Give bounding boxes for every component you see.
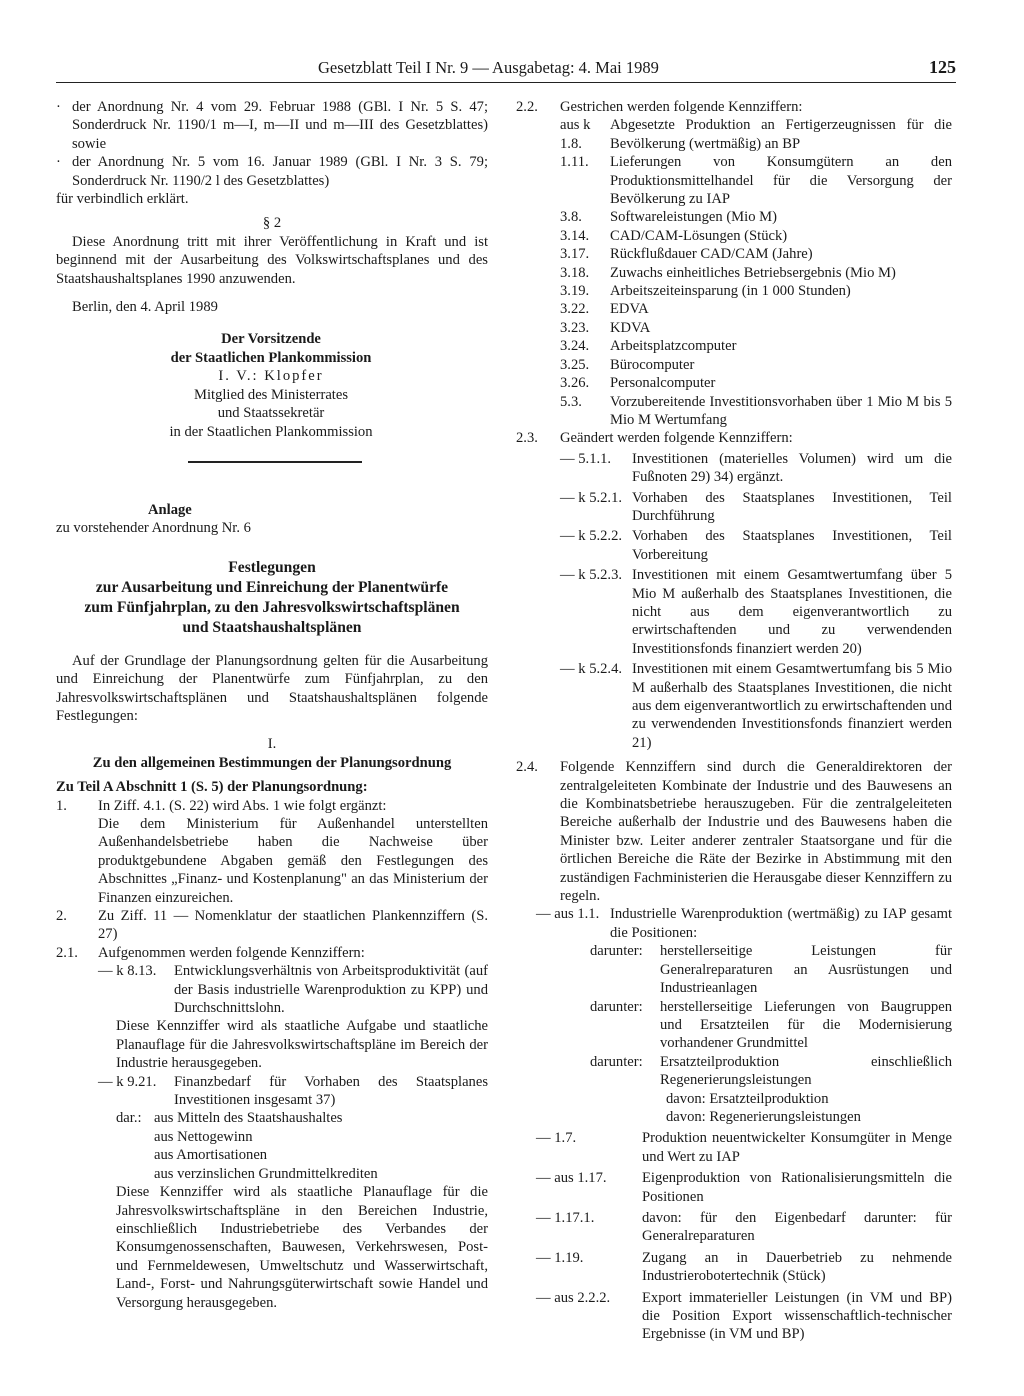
- kennziffer-item: — k 9.21. Finanzbedarf für Vorhaben des Staatsplanes Investitionen insgesamt 37): [98, 1073, 488, 1109]
- list-item: [560, 393, 952, 430]
- kennziffer-item: — aus 1.1. Industrielle Warenproduktion (wertmäßig) zu IAP gesamt die Positionen:: [536, 906, 952, 941]
- list-item: [560, 282, 952, 300]
- item-number: 3.19.: [560, 283, 590, 300]
- item-number: 3.24.: [560, 338, 590, 355]
- right-column: [516, 98, 952, 1344]
- item-text: Rückflußdauer CAD/CAM (Jahre): [610, 246, 813, 263]
- item-text: CAD/CAM-Lösungen (Stück): [610, 227, 788, 244]
- list-item: [560, 337, 952, 355]
- list-item: [560, 245, 952, 263]
- list-item: [560, 660, 952, 752]
- item-number: 3.18.: [560, 264, 590, 281]
- item-number: — k 5.2.4.: [560, 661, 623, 678]
- intro-paragraph: Auf der Grundlage der Planungsordnung gelten für die Ausarbeitung und Einreichung der Planentwürfe zum Fünfjahrplan, zu den Jahresvolkswirtschaftsplänen und Staatshaushaltsplänen folgende Festlegungen:: [56, 652, 488, 724]
- item-text: Investitionen (materielles Volumen) wird um die Fußnoten 29) 34) ergänzt.: [632, 450, 952, 486]
- list-item: [536, 1289, 952, 1344]
- item-text: Eigenproduktion von Rationalisierungsmitteln die Positionen: [642, 1170, 952, 1205]
- item-text: KDVA: [610, 319, 651, 336]
- item-number: 1.11.: [560, 154, 589, 171]
- item-text: Vorhaben des Staatsplanes Investitionen, Teil Vorbereitung: [632, 528, 952, 563]
- item-number: 3.25.: [560, 356, 590, 373]
- item-text: Produktion neuentwickelter Konsumgüter in Menge und Wert zu IAP: [642, 1130, 952, 1165]
- numbered-item: 2.4. Folgende Kennziffern sind durch die Generaldirektoren der zentralgeleiteten Kombinate der Industrie und des Bauwesens an die Kombinatsbetriebe herauszugeben. Für die zentralgeleiteten Bereiche außerhalb der Industrie und des Bauwesens haben die Minister bzw. Leiter anderer zentraler Staatsorgane und für die örtlichen Bereiche die Räte der Bezirke in Abstimmung mit den zuständigen Fachministerien die Herausgabe dieser Kennziffern zu regeln.: [516, 759, 952, 905]
- paragraph: Die dem Ministerium für Außenhandel unterstellten Außenhandelsbetriebe haben die Nachweise über produktgebundene Abgaben gemäß den Festlegungen des Abschnittes „Finanz- und Kostenplanung" an das Ministerium der Finanzen einzureichen.: [98, 815, 488, 906]
- left-column: [56, 98, 488, 1312]
- item-number: 3.8.: [560, 209, 582, 226]
- item-number: — k 5.2.3.: [560, 567, 623, 584]
- anlage-subtitle: zu vorstehender Anordnung Nr. 6: [56, 520, 251, 537]
- darunter-item: darunter: Ersatzteilproduktion einschließlich Regenerierungsleistungen: [590, 1053, 952, 1089]
- darunter-item: darunter: herstellerseitige Leistungen für Generalreparaturen an Ausrüstungen und Industrieanlagen: [590, 943, 952, 997]
- item-number: — k 5.2.2.: [560, 528, 623, 545]
- item-number: 5.3.: [560, 393, 582, 410]
- list-item: [560, 450, 952, 487]
- section-title: Zu den allgemeinen Bestimmungen der Planungsordnung: [92, 754, 452, 771]
- header-title: Gesetzblatt Teil I Nr. 9 — Ausgabetag: 4. Mai 1989: [318, 58, 659, 77]
- list-item: [536, 1249, 952, 1286]
- item-text: Vorzubereitende Investitionsvorhaben über 1 Mio M bis 5 Mio M Wertumfang: [610, 393, 952, 428]
- numbered-item: 2.3. Geändert werden folgende Kennziffern:: [516, 430, 793, 447]
- item-text: davon: für den Eigenbedarf darunter: für Generalreparaturen: [642, 1209, 952, 1245]
- numbered-item: 2.2. Gestrichen werden folgende Kennziffern:: [516, 99, 803, 115]
- item-number: 3.22.: [560, 301, 590, 318]
- item-text: Softwareleistungen (Mio M): [610, 209, 777, 226]
- numbered-item: 2.1. Aufgenommen werden folgende Kennziffern:: [56, 944, 365, 961]
- item-text: Vorhaben des Staatsplanes Investitionen, Teil Durchführung: [632, 489, 952, 524]
- list-item: [560, 300, 952, 318]
- paragraph: Diese Kennziffer wird als staatliche Aufgabe und staatliche Planauflage für die Jahresvolkswirtschaftspläne im Bereich der Industrie herausgegeben.: [116, 1018, 488, 1072]
- list-item: [560, 566, 952, 658]
- list-item: [560, 153, 952, 208]
- item-text: Bürocomputer: [610, 356, 695, 373]
- list-item: [560, 208, 952, 226]
- item-text: Investitionen mit einem Gesamtwertumfang bis 5 Mio M außerhalb des Staatsplanes Investitionen, die nicht aus dem eigenverantwortlich zu erwirtschaftenden und zu verwendenden Investitionsfonds finanziert werden 21): [632, 661, 952, 751]
- item-text: Lieferungen von Konsumgütern an den Produktionsmittelhandel für die Versorgung der Bevölkerung zu IAP: [610, 154, 952, 208]
- item-text: Zugang an in Dauerbetrieb zu nehmende Industrierobotertechnik (Stück): [642, 1249, 952, 1285]
- list-item: [536, 1169, 952, 1206]
- paragraph: Diese Anordnung tritt mit ihrer Veröffentlichung in Kraft und ist beginnend mit der Ausarbeitung des Volkswirtschaftsplanes und des Staatshaushaltsplanes 1990 anzuwenden.: [56, 233, 488, 287]
- item-text: Arbeitsplatzcomputer: [610, 338, 737, 355]
- item-number: 3.26.: [560, 375, 590, 392]
- kennziffer-item: aus k 1.8. Abgesetzte Produktion an Fertigerzeugnissen für die Bevölkerung (wertmäßig) an BP: [560, 117, 952, 152]
- signature-block: Der Vorsitzende der Staatlichen Plankommission I. V.: Klopfer Mitglied des Ministerrates und Staatssekretär in der Staatlichen Plankommission: [169, 331, 373, 440]
- place-date: Berlin, den 4. April 1989: [72, 299, 218, 316]
- paragraph: Diese Kennziffer wird als staatliche Planauflage für die Jahresvolkswirtschaftspläne in den Bereichen Industrie, einschließlich Industriebetriebe des Verbandes der Konsumgenossenschaften, Bauwesen, Verkehrswesen, Post- und Fernmeldewesen, Umweltschutz und Wasserwirtschaft, Land-, Forst- und Nahrungsgüterwirtschaft sowie Handel und Versorgung herausgegeben.: [116, 1184, 488, 1311]
- item-number: 3.23.: [560, 319, 590, 336]
- item-number: — aus 1.17.: [536, 1170, 607, 1187]
- item-text: Zuwachs einheitliches Betriebsergebnis (Mio M): [610, 264, 896, 281]
- item-number: 3.14.: [560, 227, 590, 244]
- breakdown: dar.: aus Mitteln des Staatshaushaltes aus Nettogewinn aus Amortisationen aus verzinslichen Grundmittelkrediten: [116, 1110, 378, 1182]
- item-text: Arbeitszeiteinsparung (in 1 000 Stunden): [610, 283, 851, 300]
- list-item: [560, 356, 952, 374]
- list-item: [536, 1209, 952, 1246]
- item-text: Personalcomputer: [610, 375, 716, 392]
- list-item: [560, 227, 952, 245]
- kennziffer-list: [516, 1129, 952, 1343]
- kennziffer-item: — k 8.13. Entwicklungsverhältnis von Arbeitsproduktivität (auf der Basis industrielle Warenproduktion zu KPP) und Durchschnittslohn.: [98, 963, 488, 1017]
- item-text: Export immaterieller Leistungen (in VM und BP) die Position Export wissenschaftlich-technischer Ergebnisse (in VM und BP): [642, 1289, 952, 1343]
- list-item: · der Anordnung Nr. 4 vom 29. Februar 1988 (GBl. I Nr. 5 S. 47; Sonderdruck Nr. 1190/1 m—I, m—II und m—III des Gesetzblattes) sowie: [56, 99, 488, 152]
- roman-numeral: I.: [267, 736, 277, 753]
- list-item: · der Anordnung Nr. 5 vom 16. Januar 1989 (GBl. I Nr. 3 S. 79; Sonderdruck Nr. 1190/2 l des Gesetzblattes): [56, 154, 488, 189]
- item-number: — 1.19.: [536, 1249, 584, 1266]
- subsection-title: Zu Teil A Abschnitt 1 (S. 5) der Planungsordnung:: [56, 779, 368, 796]
- item-number: — 5.1.1.: [560, 450, 612, 467]
- anlage-title: Anlage: [148, 501, 192, 518]
- list-item: [536, 1129, 952, 1166]
- list-item: [560, 319, 952, 337]
- changed-list: [516, 450, 952, 753]
- darunter-item: darunter: herstellerseitige Lieferungen von Baugruppen und Ersatzteilen für die Modernisierung vorhandener Grundmittel: [590, 998, 952, 1052]
- item-text: EDVA: [610, 301, 649, 318]
- main-title: Festlegungen zur Ausarbeitung und Einreichung der Planentwürfe zum Fünfjahrplan, zu den Jahresvolkswirtschaftsplänen und Staatshaushaltsplänen: [84, 558, 460, 636]
- list-item: [560, 527, 952, 564]
- page-number: 125: [929, 57, 956, 77]
- numbered-item: 2. Zu Ziff. 11 — Nomenklatur der staatlichen Plankennziffern (S. 27): [56, 908, 488, 943]
- davon-line: davon: Regenerierungsleistungen: [666, 1108, 861, 1125]
- item-number: — 1.7.: [536, 1130, 577, 1147]
- numbered-item: 1. In Ziff. 4.1. (S. 22) wird Abs. 1 wie folgt ergänzt:: [56, 797, 387, 814]
- list-item: [560, 489, 952, 526]
- item-number: 3.17.: [560, 246, 590, 263]
- list-item: [560, 374, 952, 392]
- item-number: — k 5.2.1.: [560, 489, 623, 506]
- declared-text: für verbindlich erklärt.: [56, 191, 189, 208]
- section-heading: § 2: [262, 215, 282, 232]
- item-number: — 1.17.1.: [536, 1209, 595, 1226]
- list-item: [560, 264, 952, 282]
- struck-list: [516, 153, 952, 429]
- davon-line: davon: Ersatzteilproduktion: [666, 1090, 829, 1107]
- item-text: Investitionen mit einem Gesamtwertumfang über 5 Mio M außerhalb des Staatsplanes Investitionen, die nicht aus dem eigenverantwortlich zu erwirtschaftenden und zu verwendenden Investitionsfonds finanziert werden 20): [632, 567, 952, 657]
- item-number: — aus 2.2.2.: [536, 1289, 611, 1306]
- running-header: [56, 56, 956, 83]
